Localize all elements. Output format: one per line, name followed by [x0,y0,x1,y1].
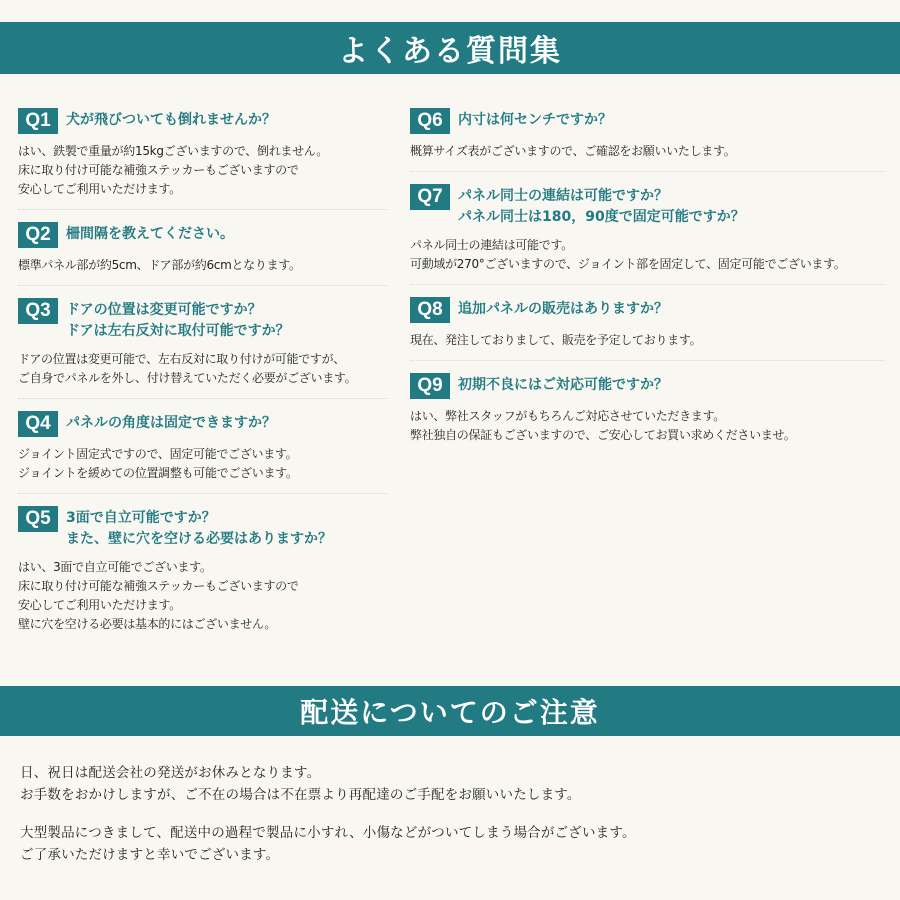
question-row [410,297,885,323]
question-line: ドアの位置は変更可能ですか？ [66,302,262,318]
notice-paragraph [20,762,880,806]
answer-line: 可動域が270°ございますので、ジョイント部を固定して、固定可能でございます。 [410,257,846,271]
question-text [66,411,276,434]
question-line: パネル同士の連結は可能ですか？ [458,188,668,204]
question-line: また、壁に穴を空ける必要はありますか？ [66,531,332,547]
question-badge: Q1 [18,108,58,134]
answer-line: 床に取り付け可能な補強ステッカーもございますので [18,579,299,593]
question-line: 柵間隔を教えてください。 [66,226,234,242]
notice-line: お手数をおかけしますが、ご不在の場合は不在票より再配達のご手配をお願いいたします。 [20,787,581,803]
question-row [18,506,388,550]
notice-line: ご了承いただけますと幸いでございます。 [20,847,280,863]
question-row [18,108,388,134]
question-row [410,108,885,134]
answer-line: 標準パネル部が約5cm、ドア部が約6cmとなります。 [18,258,301,272]
answer-line: 安心してご利用いただけます。 [18,182,181,196]
notice-line: 大型製品につきまして、配送中の過程で製品に小すれ、小傷などがついてしまう場合がございます。 [20,825,636,841]
shipping-title: 配送についてのご注意 [300,696,600,729]
notice-paragraph [20,822,880,866]
answer-line: パネル同士の連結は可能です。 [410,238,573,252]
answer-text [18,350,388,388]
answer-text [18,445,388,483]
question-line: 初期不良にはご対応可能ですか？ [458,377,668,393]
answer-text [18,558,388,634]
question-row [410,373,885,399]
answer-line: 壁に穴を空ける必要は基本的にはございません。 [18,617,277,631]
faq-item [18,108,388,210]
faq-item [18,222,388,286]
answer-line: 概算サイズ表がございますので、ご確認をお願いいたします。 [410,144,736,158]
notice-line: 日、祝日は配送会社の発送がお休みとなります。 [20,765,321,781]
question-line: パネル同士は180，90度で固定可能ですか？ [458,209,745,225]
question-text [66,506,332,550]
answer-text [410,236,885,274]
faq-item [410,108,885,172]
question-text [458,184,745,228]
question-row [18,298,388,342]
answer-text [410,142,885,161]
answer-line: ご自身でパネルを外し、付け替えていただく必要がございます。 [18,371,357,385]
question-text [458,108,612,131]
answer-line: 現在、発注しておりまして、販売を予定しております。 [410,333,702,347]
faq-header [0,22,900,74]
answer-line: 安心してご利用いただけます。 [18,598,181,612]
faq-item [410,297,885,361]
faq-column-left [18,108,388,656]
answer-line: 床に取り付け可能な補強ステッカーもございますので [18,163,299,177]
answer-text [410,407,885,445]
question-line: ドアは左右反対に取付可能ですか？ [66,323,290,339]
question-line: 内寸は何センチですか？ [458,112,612,128]
faq-column-right [410,108,885,467]
answer-text [18,142,388,199]
shipping-notes [20,762,880,882]
answer-line: ジョイント固定式ですので、固定可能でございます。 [18,447,298,461]
question-row [18,411,388,437]
answer-line: はい、3面で自立可能でございます。 [18,560,212,574]
question-line: 3面で自立可能ですか？ [66,510,216,526]
question-line: 犬が飛びついても倒れませんか？ [66,112,276,128]
question-badge: Q2 [18,222,58,248]
question-text [66,222,234,245]
question-text [66,298,290,342]
faq-item [18,506,388,644]
faq-item [18,411,388,494]
faq-title: よくある質問集 [338,34,562,69]
question-badge: Q5 [18,506,58,532]
question-line: 追加パネルの販売はありますか？ [458,301,668,317]
answer-text [18,256,388,275]
answer-line: はい、鉄製で重量が約15kgございますので、倒れません。 [18,144,328,158]
answer-line: ジョイントを緩めての位置調整も可能でございます。 [18,466,298,480]
question-line: パネルの角度は固定できますか？ [66,415,276,431]
question-badge: Q9 [410,373,450,399]
answer-line: 弊社独自の保証もございますので、ご安心してお買い求めくださいませ。 [410,428,796,442]
question-badge: Q7 [410,184,450,210]
answer-line: はい、弊社スタッフがもちろんご対応させていただきます。 [410,409,725,423]
question-row [18,222,388,248]
question-badge: Q3 [18,298,58,324]
question-text [458,297,668,320]
question-text [66,108,276,131]
faq-item [410,184,885,285]
faq-item [410,373,885,455]
question-badge: Q4 [18,411,58,437]
question-badge: Q6 [410,108,450,134]
question-text [458,373,668,396]
shipping-header [0,686,900,736]
question-badge: Q8 [410,297,450,323]
faq-item [18,298,388,399]
answer-line: ドアの位置は変更可能で、左右反対に取り付けが可能ですが、 [18,352,346,366]
question-row [410,184,885,228]
answer-text [410,331,885,350]
